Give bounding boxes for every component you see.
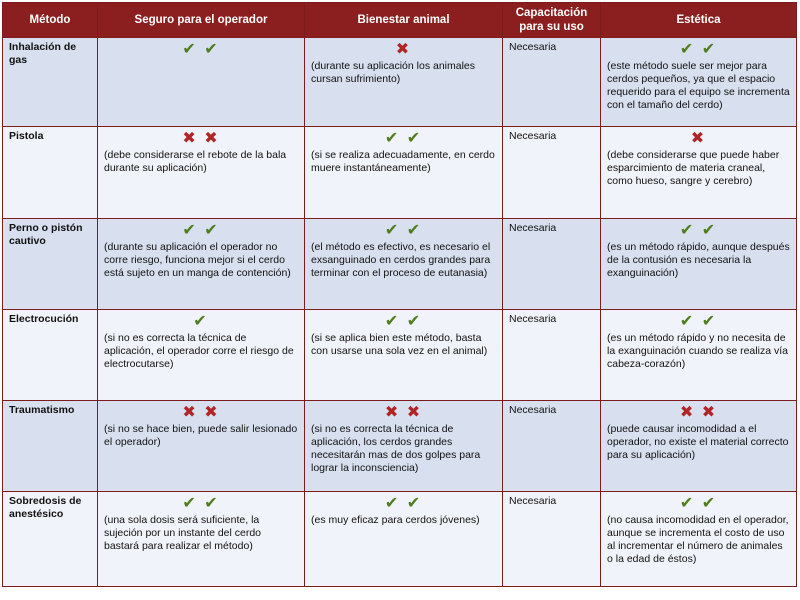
training-cell: Necesaria xyxy=(503,401,601,492)
welfare-cell xyxy=(305,38,503,127)
method-cell: Inhalación de gas xyxy=(3,38,98,127)
header-method: Método xyxy=(3,3,98,38)
aesthetics-note: (es un método rápido y no necesita de la exanguinación cuando se realiza vía cabeza-corazón) xyxy=(607,332,788,370)
table-row xyxy=(3,219,797,310)
check-icon: ✔ xyxy=(193,313,209,330)
check-icon: ✔ ✔ xyxy=(679,41,718,58)
check-icon: ✔ ✔ xyxy=(384,222,423,239)
cross-icon: ✖ ✖ xyxy=(182,130,220,147)
method-cell: Sobredosis de anestésico xyxy=(3,492,98,587)
training-cell: Necesaria xyxy=(503,492,601,587)
table-row xyxy=(3,401,797,492)
training-cell: Necesaria xyxy=(503,127,601,219)
aesthetics-note: (debe considerarse que puede haber esparcimiento de materia craneal, como hueso, sangre y cerebro) xyxy=(607,149,780,187)
aesthetics-cell xyxy=(601,127,797,219)
table-row xyxy=(3,127,797,219)
operator-cell xyxy=(98,38,305,127)
header-operator-safety: Seguro para el operador xyxy=(98,3,305,38)
welfare-cell xyxy=(305,127,503,219)
operator-note: (durante su aplicación el operador no corre riesgo, funciona mejor si el cerdo está sujeto en un manga de contención) xyxy=(104,241,291,279)
operator-cell xyxy=(98,401,305,492)
welfare-note: (durante su aplicación los animales cursan sufrimiento) xyxy=(311,60,476,85)
aesthetics-note: (no causa incomodidad en el operador, aunque se incrementa el costo de uso al incrementar el número de animales o la edad de éstos) xyxy=(607,514,789,565)
header-aesthetics: Estética xyxy=(601,3,797,38)
operator-cell xyxy=(98,310,305,401)
check-icon: ✔ ✔ xyxy=(182,41,220,58)
method-cell: Traumatismo xyxy=(3,401,98,492)
aesthetics-cell xyxy=(601,492,797,587)
welfare-note: (el método es efectivo, es necesario el exsanguinado en cerdos grandes para terminar con el proceso de eutanasia) xyxy=(311,241,491,279)
check-icon: ✔ ✔ xyxy=(182,495,220,512)
aesthetics-note: (es un método rápido, aunque después de la contusión es necesaria la exanguinación) xyxy=(607,241,790,279)
euthanasia-methods-table xyxy=(2,2,797,587)
operator-cell xyxy=(98,492,305,587)
check-icon: ✔ ✔ xyxy=(384,130,423,147)
training-cell: Necesaria xyxy=(503,38,601,127)
header-training: Capacitación para su uso xyxy=(503,3,601,38)
method-cell: Electrocución xyxy=(3,310,98,401)
header-animal-welfare: Bienestar animal xyxy=(305,3,503,38)
header-row xyxy=(3,3,797,38)
training-cell: Necesaria xyxy=(503,310,601,401)
check-icon: ✔ ✔ xyxy=(679,313,718,330)
check-icon: ✔ ✔ xyxy=(384,313,423,330)
cross-icon: ✖ ✖ xyxy=(384,404,423,421)
check-icon: ✔ ✔ xyxy=(384,495,423,512)
method-cell: Perno o pistón cautivo xyxy=(3,219,98,310)
welfare-cell xyxy=(305,219,503,310)
aesthetics-cell xyxy=(601,310,797,401)
welfare-cell xyxy=(305,310,503,401)
table-row xyxy=(3,310,797,401)
welfare-cell xyxy=(305,492,503,587)
aesthetics-cell xyxy=(601,219,797,310)
aesthetics-cell xyxy=(601,401,797,492)
operator-note: (si no es correcta la técnica de aplicación, el operador corre el riesgo de electrocutarse) xyxy=(104,332,294,370)
welfare-note: (si no es correcta la técnica de aplicación, los cerdos grandes necesitarán mas de dos golpes para lograr la inconsciencia) xyxy=(311,423,481,474)
operator-cell xyxy=(98,127,305,219)
operator-note: (si no se hace bien, puede salir lesionado el operador) xyxy=(104,423,298,448)
training-cell: Necesaria xyxy=(503,219,601,310)
table-row xyxy=(3,38,797,127)
aesthetics-note: (puede causar incomodidad a el operador, no existe el material correcto para su aplicación) xyxy=(607,423,789,461)
cross-icon: ✖ ✖ xyxy=(679,404,718,421)
operator-note: (una sola dosis será suficiente, la sujeción por un instante del cerdo bastará para realizar el método) xyxy=(104,514,262,552)
aesthetics-cell xyxy=(601,38,797,127)
operator-cell xyxy=(98,219,305,310)
check-icon: ✔ ✔ xyxy=(679,495,718,512)
welfare-note: (si se aplica bien este método, basta con usarse una sola vez en el animal) xyxy=(311,332,488,357)
welfare-note: (es muy eficaz para cerdos jóvenes) xyxy=(311,514,480,526)
aesthetics-note: (este método suele ser mejor para cerdos pequeños, ya que el espacio requerido para el equipo se incrementa con el tamaño del cerdo) xyxy=(607,60,790,111)
cross-icon: ✖ ✖ xyxy=(182,404,220,421)
operator-note: (debe considerarse el rebote de la bala durante su aplicación) xyxy=(104,149,287,174)
check-icon: ✔ ✔ xyxy=(679,222,718,239)
check-icon: ✔ ✔ xyxy=(182,222,220,239)
welfare-cell xyxy=(305,401,503,492)
method-cell: Pistola xyxy=(3,127,98,219)
welfare-note: (si se realiza adecuadamente, en cerdo muere instantáneamente) xyxy=(311,149,495,174)
table-row xyxy=(3,492,797,587)
cross-icon: ✖ xyxy=(395,41,412,58)
cross-icon: ✖ xyxy=(690,130,707,147)
